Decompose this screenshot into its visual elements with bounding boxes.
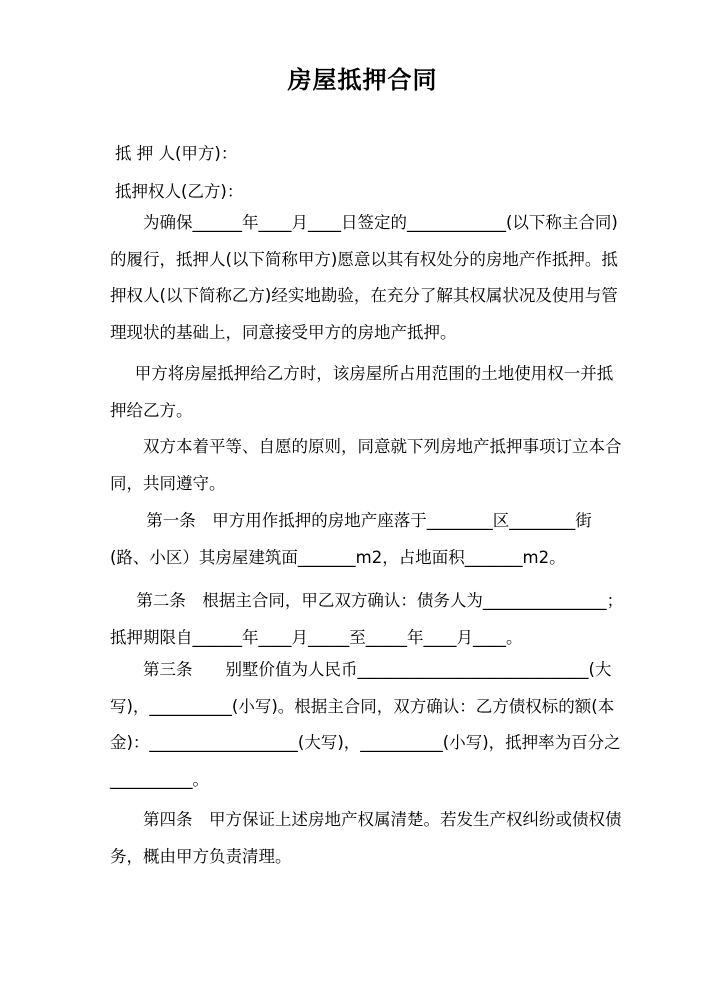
- article-2: 第二条 根据主合同，甲乙双方确认：债务人为_______________； 抵押期限自______年____月_____至_____年____月____。: [110, 591, 632, 647]
- party-b-label: 抵押权人(乙方)：: [115, 182, 244, 201]
- paragraph-purpose: 为确保______年____月____日签定的____________(以下称主合同)的履行，抵押人(以下简称甲方)愿意以其有权处分的房地产作抵押。抵押权人(以下简称乙方)经实地勘验，在充分了解其权属状况及使用与管理现状的基础上，同意接受甲方的房地产抵押。: [110, 213, 618, 342]
- document-title: 房屋抵押合同: [287, 65, 438, 94]
- article-1: 第一条 甲方用作抵押的房地产座落于________区________街(路、小区）其房屋建筑面_______m2，占地面积_______m2。: [110, 511, 592, 567]
- paragraph-principle: 双方本着平等、自愿的原则，同意就下列房地产抵押事项订立本合同，共同遵守。: [110, 437, 622, 493]
- article-4: 第四条 甲方保证上述房地产权属清楚。若发生产权纠纷或债权债务，概由甲方负责清理。: [110, 810, 622, 866]
- party-a-label: 抵 押 人(甲方)：: [115, 144, 238, 163]
- paragraph-land-use: 甲方将房屋抵押给乙方时，该房屋所占用范围的土地使用权一并抵押给乙方。: [110, 364, 614, 420]
- article-3: 第三条 别墅价值为人民币____________________________(大写)，__________(小写)。根据主合同，双方确认：乙方债权标的额(本金)：__________________(大写)，__________(小写)，抵押率为百分之__________。: [110, 660, 621, 789]
